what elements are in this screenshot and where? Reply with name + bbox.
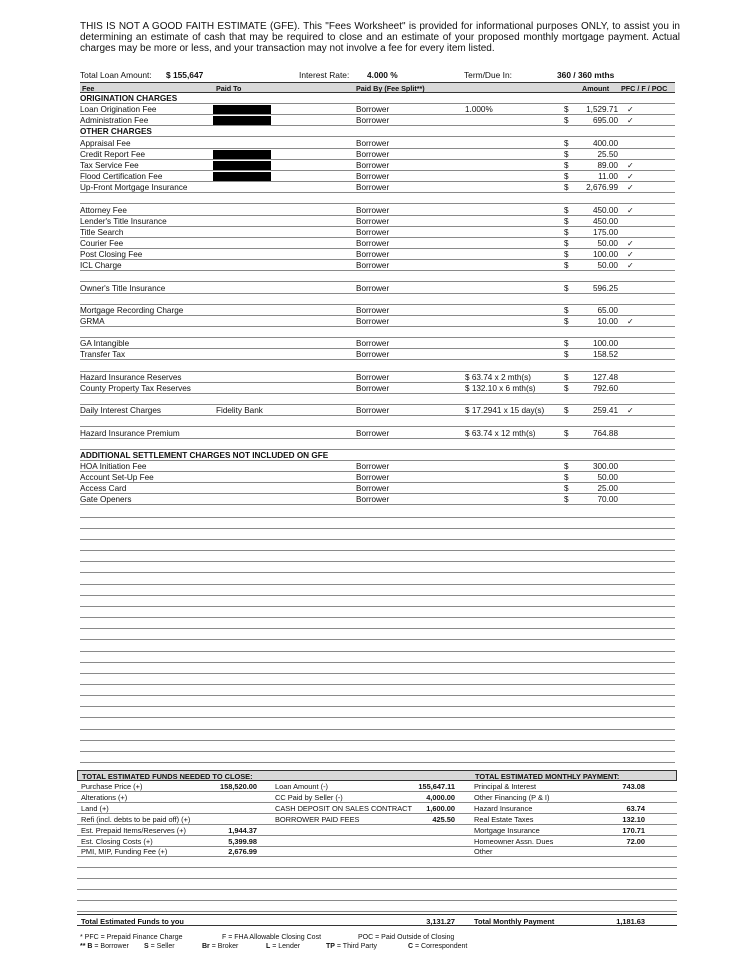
interest-rate-value: 4.000 % bbox=[367, 70, 398, 80]
blank-rule bbox=[80, 729, 675, 730]
interest-rate-label: Interest Rate: bbox=[299, 70, 350, 80]
blank-rule bbox=[80, 528, 675, 529]
funds-row bbox=[77, 879, 677, 890]
redacted-block bbox=[213, 150, 271, 159]
legend-b-key: ** B bbox=[80, 943, 93, 950]
blank-rule bbox=[80, 606, 675, 607]
legend-line-1 bbox=[80, 933, 680, 942]
blank-rule bbox=[80, 539, 675, 540]
fee-amount: 300.00 bbox=[592, 461, 618, 471]
fee-row bbox=[80, 138, 675, 149]
fee-amount: 1,529.71 bbox=[586, 105, 618, 115]
dollar-sign: $ bbox=[564, 383, 569, 393]
blank-rule bbox=[80, 595, 675, 596]
paid-by: Borrower bbox=[356, 484, 390, 494]
fee-name: Access Card bbox=[80, 484, 127, 494]
term-label: Term/Due In: bbox=[464, 70, 512, 80]
paid-by: Borrower bbox=[356, 406, 390, 416]
funds-left-label: Land (+) bbox=[81, 803, 109, 813]
paid-by: Borrower bbox=[356, 160, 390, 170]
funds-left-value: 1,944.37 bbox=[228, 825, 257, 835]
fee-name: Attorney Fee bbox=[80, 205, 127, 215]
fee-name: ICL Charge bbox=[80, 261, 122, 271]
fee-row bbox=[80, 316, 675, 327]
spacer-row bbox=[80, 271, 675, 282]
blank-rule bbox=[80, 639, 675, 640]
fee-row bbox=[80, 405, 675, 416]
blank-rule bbox=[80, 717, 675, 718]
legend-lender bbox=[266, 942, 300, 951]
funds-row bbox=[77, 814, 677, 825]
paid-to: Fidelity Bank bbox=[216, 406, 263, 416]
spacer-row bbox=[80, 439, 675, 450]
fee-name: Credit Report Fee bbox=[80, 149, 146, 159]
dollar-sign: $ bbox=[564, 160, 569, 170]
funds-left-value: 158,520.00 bbox=[220, 782, 257, 791]
blank-rule bbox=[80, 695, 675, 696]
dollar-sign: $ bbox=[564, 350, 569, 360]
fee-row bbox=[80, 171, 675, 182]
header-amount: Amount bbox=[582, 84, 610, 93]
blank-rule bbox=[80, 617, 675, 618]
spacer-row bbox=[80, 193, 675, 204]
blank-rule bbox=[80, 751, 675, 752]
check-icon: ✓ bbox=[627, 317, 634, 326]
legend-b-val: = Borrower bbox=[92, 943, 129, 950]
fee-amount: 50.00 bbox=[597, 473, 618, 483]
legend-s-val: = Seller bbox=[148, 943, 175, 950]
funds-row bbox=[77, 868, 677, 879]
fee-note: 1.000% bbox=[465, 105, 493, 115]
fee-name: Flood Certification Fee bbox=[80, 172, 163, 182]
legend-br-val: = Broker bbox=[209, 943, 239, 950]
paid-by: Borrower bbox=[356, 372, 390, 382]
section-heading: OTHER CHARGES bbox=[80, 127, 152, 137]
blank-rule bbox=[80, 740, 675, 741]
section-heading-row bbox=[80, 126, 675, 137]
fee-row bbox=[80, 461, 675, 472]
blank-rule bbox=[80, 550, 675, 551]
fee-name: HOA Initiation Fee bbox=[80, 461, 147, 471]
dollar-sign: $ bbox=[564, 227, 569, 237]
fee-amount: 89.00 bbox=[597, 160, 618, 170]
fee-name: Loan Origination Fee bbox=[80, 105, 157, 115]
fee-amount: 70.00 bbox=[597, 495, 618, 505]
fee-amount: 50.00 bbox=[597, 238, 618, 248]
legend-c-val: = Correspondent bbox=[413, 943, 468, 950]
paid-by: Borrower bbox=[356, 383, 390, 393]
fee-row bbox=[80, 338, 675, 349]
dollar-sign: $ bbox=[564, 183, 569, 193]
legend-broker bbox=[202, 942, 238, 951]
fee-amount: 10.00 bbox=[597, 317, 618, 326]
fee-row bbox=[80, 383, 675, 394]
section-heading: ADDITIONAL SETTLEMENT CHARGES NOT INCLUDED ON GFE bbox=[80, 450, 329, 460]
dollar-sign: $ bbox=[564, 461, 569, 471]
paid-by: Borrower bbox=[356, 473, 390, 483]
paid-by: Borrower bbox=[356, 261, 390, 271]
check-icon: ✓ bbox=[627, 116, 634, 126]
blank-rule bbox=[80, 706, 675, 707]
fee-row bbox=[80, 238, 675, 249]
paid-by: Borrower bbox=[356, 350, 390, 360]
funds-left-label: PMI, MIP, Funding Fee (+) bbox=[81, 847, 168, 857]
blank-rule bbox=[80, 517, 675, 518]
fee-name: Gate Openers bbox=[80, 495, 132, 505]
fee-row bbox=[80, 483, 675, 494]
dollar-sign: $ bbox=[564, 484, 569, 494]
check-icon: ✓ bbox=[627, 238, 634, 248]
paid-by: Borrower bbox=[356, 138, 390, 148]
funds-row bbox=[77, 857, 677, 868]
dollar-sign: $ bbox=[564, 406, 569, 416]
fee-row bbox=[80, 372, 675, 383]
fee-row bbox=[80, 182, 675, 193]
redacted-block bbox=[213, 116, 271, 125]
check-icon: ✓ bbox=[627, 160, 634, 170]
fee-name: Administration Fee bbox=[80, 116, 149, 126]
fee-note: $ 132.10 x 6 mth(s) bbox=[465, 383, 536, 393]
fee-name: Courier Fee bbox=[80, 238, 124, 248]
header-paid-to: Paid To bbox=[216, 84, 242, 93]
blank-rule bbox=[80, 651, 675, 652]
fee-note: $ 63.74 x 12 mth(s) bbox=[465, 428, 536, 438]
legend-l-key: L bbox=[266, 943, 271, 950]
monthly-label: Hazard Insurance bbox=[474, 803, 533, 813]
fee-amount: 695.00 bbox=[592, 116, 618, 126]
legend-correspondent bbox=[408, 942, 467, 951]
fee-row bbox=[80, 149, 675, 160]
check-icon: ✓ bbox=[627, 183, 634, 193]
paid-by: Borrower bbox=[356, 283, 390, 293]
legend-third-party bbox=[326, 942, 377, 951]
funds-left-label: Est. Closing Costs (+) bbox=[81, 836, 153, 846]
paid-by: Borrower bbox=[356, 149, 390, 159]
term-value: 360 / 360 mths bbox=[557, 70, 615, 80]
legend-c-key: C bbox=[408, 943, 414, 950]
fee-row bbox=[80, 349, 675, 360]
fee-row bbox=[80, 205, 675, 216]
fee-name: County Property Tax Reserves bbox=[80, 383, 191, 393]
spacer-row bbox=[80, 361, 675, 372]
legend-tp-val: = Third Party bbox=[334, 943, 378, 950]
dollar-sign: $ bbox=[564, 339, 569, 349]
blank-rule bbox=[80, 762, 675, 763]
funds-mid-value: 1,600.00 bbox=[426, 803, 455, 813]
paid-by: Borrower bbox=[356, 305, 390, 315]
monthly-label: Other bbox=[474, 847, 493, 857]
fee-amount: 25.50 bbox=[597, 149, 618, 159]
dollar-sign: $ bbox=[564, 305, 569, 315]
funds-row bbox=[77, 901, 677, 912]
fee-name: Lender's Title Insurance bbox=[80, 216, 167, 226]
check-icon: ✓ bbox=[627, 205, 634, 215]
funds-row bbox=[77, 792, 677, 803]
fee-name: Owner's Title Insurance bbox=[80, 283, 166, 293]
fee-name: GRMA bbox=[80, 317, 105, 326]
dollar-sign: $ bbox=[564, 283, 569, 293]
check-icon: ✓ bbox=[627, 406, 634, 416]
fee-row bbox=[80, 227, 675, 238]
dollar-sign: $ bbox=[564, 138, 569, 148]
fee-name: Hazard Insurance Reserves bbox=[80, 372, 182, 382]
paid-by: Borrower bbox=[356, 172, 390, 182]
paid-by: Borrower bbox=[356, 317, 390, 326]
section-heading-row bbox=[80, 450, 675, 461]
dollar-sign: $ bbox=[564, 372, 569, 382]
paid-by: Borrower bbox=[356, 216, 390, 226]
funds-mid-label: CASH DEPOSIT ON SALES CONTRACT bbox=[275, 803, 413, 813]
fee-amount: 11.00 bbox=[598, 172, 618, 182]
fee-amount: 175.00 bbox=[592, 227, 618, 237]
paid-by: Borrower bbox=[356, 250, 390, 260]
fee-row bbox=[80, 472, 675, 483]
fee-amount: 764.88 bbox=[592, 428, 618, 438]
funds-mid-label: CC Paid by Seller (-) bbox=[275, 792, 343, 802]
funds-mid-value: 155,647.11 bbox=[418, 782, 455, 791]
redacted-block bbox=[213, 172, 271, 181]
total-funds-value: 3,131.27 bbox=[426, 917, 455, 926]
funds-summary-header bbox=[77, 770, 677, 781]
dollar-sign: $ bbox=[564, 172, 569, 182]
spacer-row bbox=[80, 294, 675, 305]
fee-amount: 65.00 bbox=[597, 305, 618, 315]
legend-seller bbox=[144, 942, 175, 951]
fee-amount: 450.00 bbox=[592, 205, 618, 215]
fee-name: Title Search bbox=[80, 227, 124, 237]
fee-name: Account Set-Up Fee bbox=[80, 473, 154, 483]
legend-poc: POC = Paid Outside of Closing bbox=[358, 934, 455, 941]
redacted-block bbox=[213, 105, 271, 114]
legend-pfc: * PFC = Prepaid Finance Charge bbox=[80, 934, 183, 941]
funds-total-row bbox=[77, 914, 677, 926]
total-funds-label: Total Estimated Funds to you bbox=[81, 917, 184, 926]
funds-left-value: 2,676.99 bbox=[228, 847, 257, 857]
fee-note: $ 63.74 x 2 mth(s) bbox=[465, 372, 531, 382]
fee-name: Appraisal Fee bbox=[80, 138, 131, 148]
fee-amount: 2,676.99 bbox=[586, 183, 618, 193]
fee-amount: 158.52 bbox=[592, 350, 618, 360]
paid-by: Borrower bbox=[356, 339, 390, 349]
funds-left-label: Alterations (+) bbox=[81, 792, 128, 802]
paid-by: Borrower bbox=[356, 205, 390, 215]
section-heading: ORIGINATION CHARGES bbox=[80, 94, 178, 103]
funds-left-value: 5,399.98 bbox=[228, 836, 257, 846]
funds-mid-value: 4,000.00 bbox=[426, 792, 455, 802]
monthly-label: Homeowner Assn. Dues bbox=[474, 836, 554, 846]
blank-rule bbox=[80, 572, 675, 573]
fee-name: Daily Interest Charges bbox=[80, 406, 161, 416]
paid-by: Borrower bbox=[356, 495, 390, 505]
fee-note: $ 17.2941 x 15 day(s) bbox=[465, 406, 545, 416]
funds-row bbox=[77, 781, 677, 792]
fee-name: Mortgage Recording Charge bbox=[80, 305, 184, 315]
check-icon: ✓ bbox=[627, 105, 634, 115]
fee-amount: 100.00 bbox=[592, 339, 618, 349]
paid-by: Borrower bbox=[356, 183, 390, 193]
legend-f: F = FHA Allowable Closing Cost bbox=[222, 934, 322, 941]
section-heading-row bbox=[80, 93, 675, 104]
paid-by: Borrower bbox=[356, 461, 390, 471]
legend-br-key: Br bbox=[202, 943, 210, 950]
fee-amount: 400.00 bbox=[592, 138, 618, 148]
loan-summary bbox=[80, 70, 675, 82]
legend-tp-key: TP bbox=[326, 943, 335, 950]
fee-name: Tax Service Fee bbox=[80, 160, 139, 170]
check-icon: ✓ bbox=[627, 172, 634, 182]
fee-amount: 596.25 bbox=[592, 283, 618, 293]
funds-left-label: Refi (incl. debts to be paid off) (+) bbox=[81, 814, 191, 824]
fee-amount: 259.41 bbox=[592, 406, 618, 416]
funds-row bbox=[77, 846, 677, 857]
dollar-sign: $ bbox=[564, 495, 569, 505]
fee-name: Transfer Tax bbox=[80, 350, 126, 360]
fee-row bbox=[80, 305, 675, 316]
fee-row bbox=[80, 260, 675, 271]
check-icon: ✓ bbox=[627, 250, 634, 260]
fee-row bbox=[80, 428, 675, 439]
monthly-value: 170.71 bbox=[622, 825, 645, 835]
dollar-sign: $ bbox=[564, 116, 569, 126]
fee-amount: 50.00 bbox=[597, 261, 618, 271]
blank-rule bbox=[80, 662, 675, 663]
paid-by: Borrower bbox=[356, 227, 390, 237]
fee-name: GA Intangible bbox=[80, 339, 130, 349]
disclaimer-text: THIS IS NOT A GOOD FAITH ESTIMATE (GFE). This "Fees Worksheet" is provided for informational purposes ONLY, to assist you in determining an estimate of cash that may be required to close and an estimate of your proposed monthly mortgage payment. Actual charges may be more or less, and your transaction may not involve a fee for every item listed. bbox=[80, 21, 680, 54]
monthly-label: Mortgage Insurance bbox=[474, 825, 540, 835]
funds-left-label: Est. Prepaid Items/Reserves (+) bbox=[81, 825, 186, 835]
legend-borrower bbox=[80, 942, 129, 951]
fee-row bbox=[80, 283, 675, 294]
dollar-sign: $ bbox=[564, 261, 569, 271]
monthly-value: 72.00 bbox=[626, 836, 645, 846]
header-fee: Fee bbox=[82, 84, 95, 93]
fee-amount: 127.48 bbox=[592, 372, 618, 382]
funds-row bbox=[77, 836, 677, 847]
paid-by: Borrower bbox=[356, 105, 390, 115]
total-monthly-label: Total Monthly Payment bbox=[474, 917, 555, 926]
fee-row bbox=[80, 160, 675, 171]
legend-s-key: S bbox=[144, 943, 149, 950]
funds-mid-value: 425.50 bbox=[432, 814, 455, 824]
fee-row bbox=[80, 216, 675, 227]
blank-rule bbox=[80, 673, 675, 674]
fee-row bbox=[80, 249, 675, 260]
fee-row bbox=[80, 104, 675, 115]
dollar-sign: $ bbox=[564, 216, 569, 226]
monthly-label: Other Financing (P & I) bbox=[474, 792, 550, 802]
blank-rule bbox=[80, 584, 675, 585]
monthly-value: 743.08 bbox=[622, 782, 645, 791]
paid-by: Borrower bbox=[356, 116, 390, 126]
monthly-value: 132.10 bbox=[622, 814, 645, 824]
legend bbox=[80, 933, 680, 951]
total-loan-value: $ 155,647 bbox=[166, 70, 204, 80]
monthly-value: 63.74 bbox=[626, 803, 645, 813]
dollar-sign: $ bbox=[564, 250, 569, 260]
fee-amount: 25.00 bbox=[597, 484, 618, 494]
redacted-block bbox=[213, 161, 271, 170]
paid-by: Borrower bbox=[356, 238, 390, 248]
check-icon: ✓ bbox=[627, 261, 634, 271]
legend-line-2 bbox=[80, 942, 680, 951]
fee-name: Hazard Insurance Premium bbox=[80, 428, 180, 438]
dollar-sign: $ bbox=[564, 317, 569, 326]
fee-amount: 100.00 bbox=[592, 250, 618, 260]
dollar-sign: $ bbox=[564, 149, 569, 159]
header-pfc: PFC / F / POC bbox=[621, 84, 668, 93]
fee-name: Up-Front Mortgage Insurance bbox=[80, 183, 188, 193]
dollar-sign: $ bbox=[564, 473, 569, 483]
funds-row bbox=[77, 803, 677, 814]
spacer-row bbox=[80, 394, 675, 405]
dollar-sign: $ bbox=[564, 105, 569, 115]
fee-amount: 450.00 bbox=[592, 216, 618, 226]
dollar-sign: $ bbox=[564, 205, 569, 215]
funds-row bbox=[77, 825, 677, 836]
monthly-label: Principal & Interest bbox=[474, 782, 537, 791]
blank-rule bbox=[80, 684, 675, 685]
funds-left-label: Purchase Price (+) bbox=[81, 782, 143, 791]
funds-header-right: TOTAL ESTIMATED MONTHLY PAYMENT: bbox=[475, 772, 620, 781]
monthly-label: Real Estate Taxes bbox=[474, 814, 534, 824]
funds-mid-label: BORROWER PAID FEES bbox=[275, 814, 360, 824]
fee-row bbox=[80, 115, 675, 126]
dollar-sign: $ bbox=[564, 428, 569, 438]
spacer-row bbox=[80, 416, 675, 427]
fee-amount: 792.60 bbox=[592, 383, 618, 393]
spacer-row bbox=[80, 327, 675, 338]
dollar-sign: $ bbox=[564, 238, 569, 248]
funds-row bbox=[77, 890, 677, 901]
header-paid-by: Paid By (Fee Split**) bbox=[356, 84, 425, 93]
paid-by: Borrower bbox=[356, 428, 390, 438]
total-monthly-value: 1,181.63 bbox=[616, 917, 645, 926]
funds-mid-label: Loan Amount (-) bbox=[275, 782, 328, 791]
blank-rule bbox=[80, 628, 675, 629]
funds-header-left: TOTAL ESTIMATED FUNDS NEEDED TO CLOSE: bbox=[82, 772, 253, 781]
fees-table-header bbox=[80, 82, 675, 93]
fee-row bbox=[80, 494, 675, 505]
funds-summary-box bbox=[77, 770, 677, 928]
legend-l-val: = Lender bbox=[270, 943, 301, 950]
blank-rule bbox=[80, 561, 675, 562]
fee-name: Post Closing Fee bbox=[80, 250, 143, 260]
total-loan-label: Total Loan Amount: bbox=[80, 70, 152, 80]
